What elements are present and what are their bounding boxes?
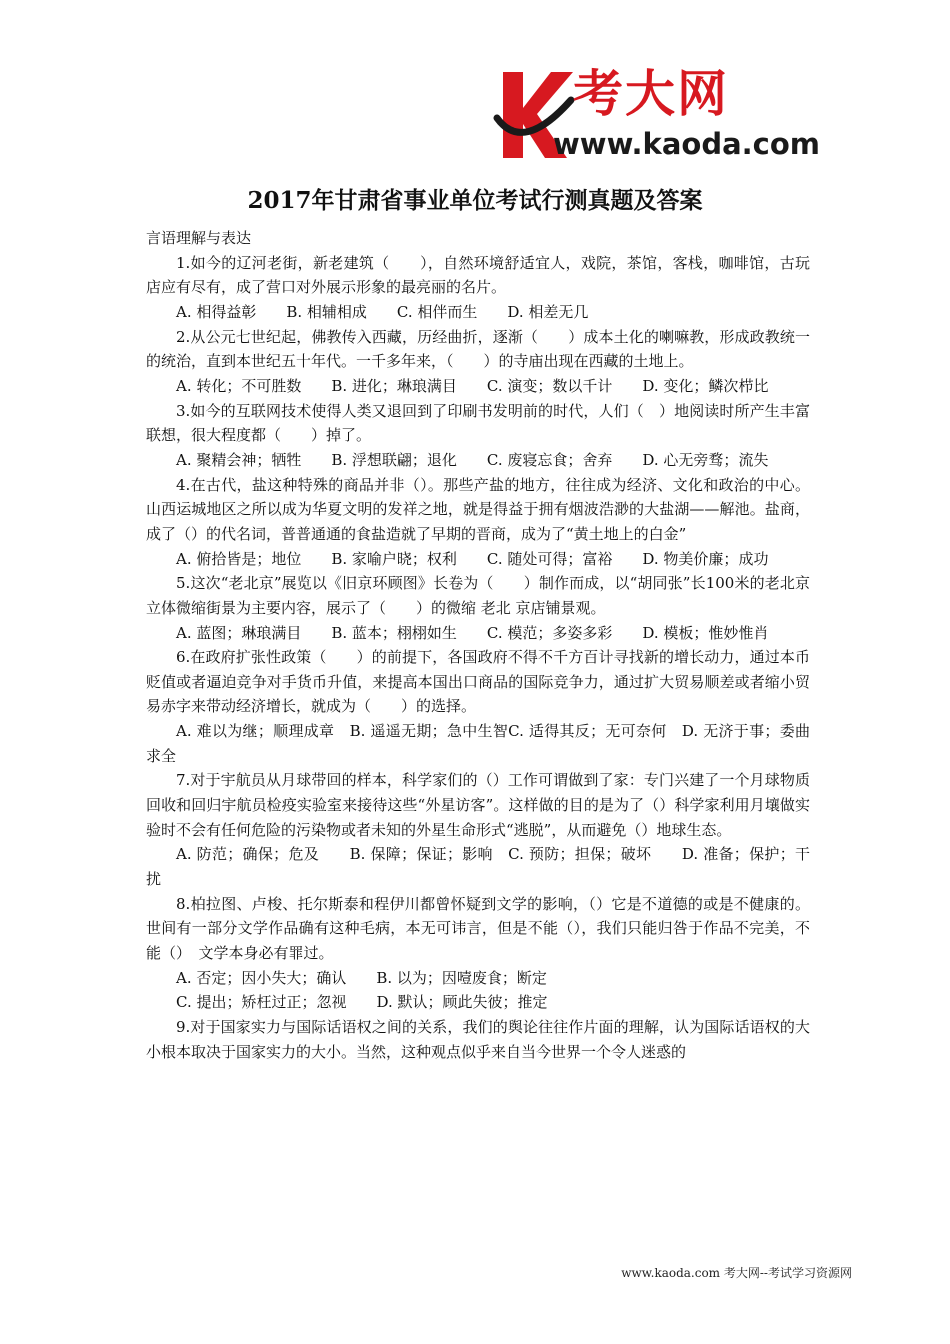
question-4-options: A. 俯拾皆是；地位 B. 家喻户晓；权利 C. 随处可得；富裕 D. 物美价廉；成功 <box>176 549 769 568</box>
question-2-options: A. 转化；不可胜数 B. 进化；琳琅满目 C. 演变；数以千计 D. 变化；鳞次栉比 <box>176 376 769 395</box>
question-6-options: A. 难以为继；顺理成章 B. 遥遥无期；急中生智C. 适得其反；无可奈何 D. 无济于事；委曲求全 <box>146 722 810 765</box>
question-3: 3.如今的互联网技术使得人类又退回到了印刷书发明前的时代，人们（ ）地阅读时所产生丰富联想，很大程度都（ ）掉了。 <box>146 401 810 445</box>
kaoda-logo <box>493 62 820 172</box>
page-title: 2017年甘肃省事业单位考试行测真题及答案 <box>247 187 703 214</box>
question-9: 9.对于国家实力与国际话语权之间的关系，我们的舆论往往作片面的理解，认为国际话语权的大小根本取决于国家实力的大小。当然，这种观点似乎来自当今世界一个令人迷惑的 <box>146 1018 810 1061</box>
question-8-options-cd: C. 提出；矫枉过正；忽视 D. 默认；顾此失彼；推定 <box>176 993 548 1012</box>
question-7-options: A. 防范；确保；危及 B. 保障；保证；影响 C. 预防；担保；破坏 D. 准备；保护；干扰 <box>146 845 810 889</box>
question-8-options-ab: A. 否定；因小失大；确认 B. 以为；因噎废食；断定 <box>176 968 547 987</box>
logo-url: www.kaoda.com <box>553 127 820 161</box>
logo-name: 考大网 <box>573 65 729 123</box>
question-5-options: A. 蓝图；琳琅满目 B. 蓝本；栩栩如生 C. 模范；多姿多彩 D. 模板；惟妙惟肖 <box>176 623 769 642</box>
question-4: 4.在古代，盐这种特殊的商品并非（）。那些产盐的地方，往往成为经济、文化和政治的中心。山西运城地区之所以成为华夏文明的发祥之地，就是得益于拥有烟波浩渺的大盐湖——解池。盐商，成了（）的代名词，普普通通的食盐造就了早期的晋商，成为了“黄土地上的白金” <box>146 475 810 543</box>
question-5: 5.这次“老北京”展览以《旧京环顾图》长卷为（ ）制作而成，以“胡同张”长100米的老北京立体微缩街景为主要内容，展示了（ ）的微缩 老北 京店铺景观。 <box>146 574 810 617</box>
question-6: 6.在政府扩张性政策（ ）的前提下，各国政府不得不千方百计寻找新的增长动力，通过本币贬值或者逼迫竞争对手货币升值，来提高本国出口商品的国际竞争力，通过扩大贸易顺差或者缩小贸易赤字来带动经济增长，就成为（ ）的选择。 <box>146 648 810 716</box>
question-2: 2.从公元七世纪起，佛教传入西藏，历经曲折，逐渐（ ）成本土化的喇嘛教，形成政教统一的统治，直到本世纪五十年代。一千多年来，（ ）的寺庙出现在西藏的土地上。 <box>146 327 810 371</box>
section-heading: 言语理解与表达 <box>146 229 252 247</box>
page-footer: www.kaoda.com 考大网--考试学习资源网 <box>621 1266 852 1280</box>
question-3-options: A. 聚精会神；牺牲 B. 浮想联翩；退化 C. 废寝忘食；舍弃 D. 心无旁骛；流失 <box>176 450 769 469</box>
question-1-options: A. 相得益彰 B. 相辅相成 C. 相伴而生 D. 相差无几 <box>176 302 589 321</box>
question-1: 1.如今的辽河老街，新老建筑（ ），自然环境舒适宜人，戏院，茶馆，客栈，咖啡馆，古玩店应有尽有，成了营口对外展示形象的最亮丽的名片。 <box>146 253 810 297</box>
question-8: 8.柏拉图、卢梭、托尔斯泰和程伊川都曾怀疑到文学的影响，（）它是不道德的或是不健康的。世间有一部分文学作品确有这种毛病，本无可讳言，但是不能（），我们只能归咎于作品不完美，不能（） 文学本身必有罪过。 <box>146 894 810 963</box>
document-body <box>146 226 810 1064</box>
question-7: 7.对于宇航员从月球带回的样本，科学家们的（）工作可谓做到了家：专门兴建了一个月球物质回收和回归宇航员检疫实验室来接待这些“外星访客”。这样做的目的是为了（）科学家利用月壤做实验时不会有任何危险的污染物或者未知的外星生命形式“逃脱”，从而避免（）地球生态。 <box>146 771 810 839</box>
